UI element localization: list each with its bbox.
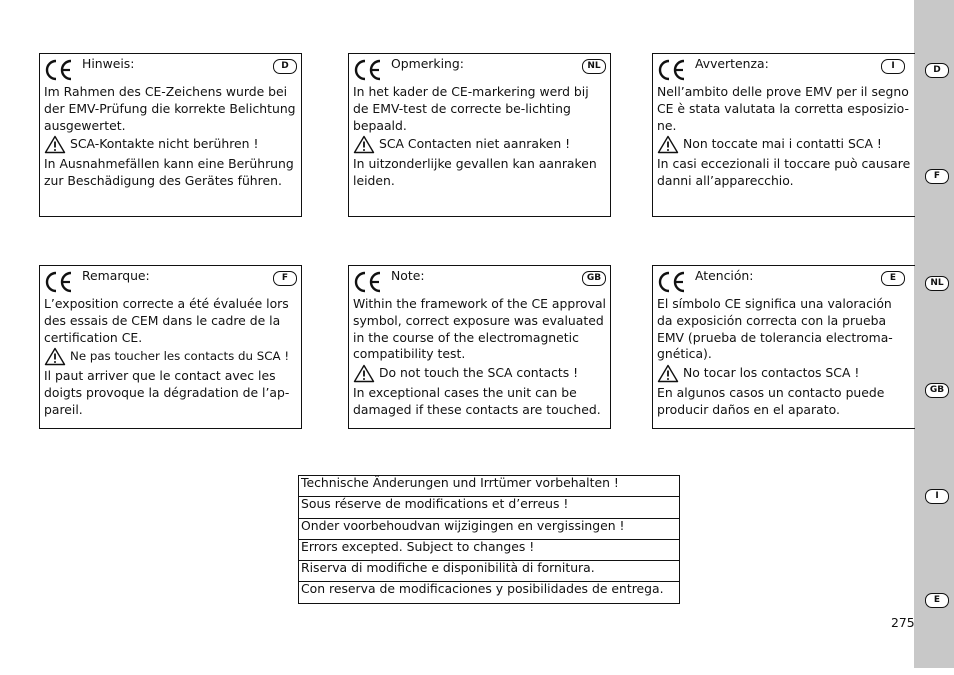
disclaimer-row-it: Riserva di modifiche e disponibilità di fornitura. <box>299 561 679 582</box>
warning-triangle-icon <box>353 364 375 383</box>
warning-text: Do not touch the SCA contacts ! <box>379 365 579 381</box>
warning-triangle-icon <box>44 135 66 154</box>
changes-disclaimer-table <box>298 475 680 604</box>
side-tab-nl[interactable]: NL <box>925 276 949 291</box>
notice-body: El símbolo CE significa una valoración da exposición correcta con la prueba EMV (prueba de tolerancia electroma-gnética). <box>657 296 893 362</box>
notice-body-continued: In Ausnahmefällen kann eine Berührung zur Beschädigung des Gerätes führen. <box>44 156 294 189</box>
warning-line <box>44 136 297 154</box>
disclaimer-row-fr: Sous réserve de modifications et d’erreus ! <box>299 497 679 518</box>
language-badge: NL <box>582 59 606 74</box>
warning-text: No tocar los contactos SCA ! <box>683 365 860 381</box>
ce-mark-icon <box>353 271 383 293</box>
notice-body-continued: Il paut arriver que le contact avec les doigts provoque la dégradation de l’ap-pareil. <box>44 368 290 417</box>
notice-title: Atención: <box>695 268 754 283</box>
notice-body: Im Rahmen des CE-Zeichens wurde bei der EMV-Prüfung die korrekte Belichtung ausgewertet. <box>44 84 296 133</box>
notice-body: Nell’ambito delle prove EMV per il segno CE è stata valutata la corretta esposizio-ne. <box>657 84 909 133</box>
notice-title: Note: <box>391 268 425 283</box>
side-tab-i[interactable]: I <box>925 489 949 504</box>
language-badge: I <box>881 59 905 74</box>
warning-line <box>657 365 911 383</box>
warning-line <box>353 365 606 383</box>
warning-triangle-icon <box>657 135 679 154</box>
side-tab-e[interactable]: E <box>925 593 949 608</box>
ce-mark-icon <box>44 59 74 81</box>
language-badge: E <box>881 271 905 286</box>
warning-line <box>353 136 606 154</box>
notice-body: L’exposition correcte a été évaluée lors des essais de CEM dans le cadre de la certification CE. <box>44 296 289 345</box>
notice-body: In het kader de CE-markering werd bij de EMV-test de correcte be-lichting bepaald. <box>353 84 589 133</box>
notice-title: Opmerking: <box>391 56 464 71</box>
page-number: 275 <box>891 615 915 630</box>
disclaimer-row-es: Con reserva de modificaciones y posibilidades de entrega. <box>301 581 664 597</box>
notice-box-f <box>39 265 302 429</box>
notice-body-continued: In uitzonderlijke gevallen kan aanraken leiden. <box>353 156 597 189</box>
warning-triangle-icon <box>353 135 375 154</box>
warning-triangle-icon <box>657 364 679 383</box>
ce-mark-icon <box>353 59 383 81</box>
ce-mark-icon <box>44 271 74 293</box>
disclaimer-row-en: Errors excepted. Subject to changes ! <box>299 540 679 561</box>
warning-text: SCA Contacten niet aanraken ! <box>379 136 571 152</box>
warning-line <box>657 136 911 154</box>
notice-body-continued: In casi eccezionali il toccare può causare danni all’apparecchio. <box>657 156 911 189</box>
notice-body-continued: En algunos casos un contacto puede producir daños en el aparato. <box>657 385 885 417</box>
notice-box-d <box>39 53 302 217</box>
notice-title: Hinweis: <box>82 56 135 71</box>
disclaimer-row-nl: Onder voorbehoudvan wijzigingen en vergissingen ! <box>299 519 679 540</box>
warning-text: Ne pas toucher les contacts du SCA ! <box>70 349 290 364</box>
side-tab-d[interactable]: D <box>925 63 949 78</box>
language-badge: F <box>273 271 297 286</box>
notice-body: Within the framework of the CE approval symbol, correct exposure was evaluated in the course of the electromagnetic compatibility test. <box>353 296 606 362</box>
notice-title: Avvertenza: <box>695 56 769 71</box>
warning-line <box>44 348 297 366</box>
notice-box-e <box>652 265 915 429</box>
side-tab-gb[interactable]: GB <box>925 383 949 398</box>
notice-box-gb <box>348 265 611 429</box>
ce-mark-icon <box>657 271 687 293</box>
ce-mark-icon <box>657 59 687 81</box>
notice-box-nl <box>348 53 611 217</box>
disclaimer-row-de: Technische Änderungen und Irrtümer vorbehalten ! <box>299 476 679 497</box>
language-side-tab <box>914 0 954 668</box>
language-badge: D <box>273 59 297 74</box>
warning-text: Non toccate mai i contatti SCA ! <box>683 136 882 152</box>
language-badge: GB <box>582 271 606 286</box>
warning-text: SCA-Kontakte nicht berühren ! <box>70 136 259 152</box>
warning-triangle-icon <box>44 347 66 366</box>
side-tab-f[interactable]: F <box>925 169 949 184</box>
notice-box-i <box>652 53 915 217</box>
notice-title: Remarque: <box>82 268 150 283</box>
notice-body-continued: In exceptional cases the unit can be damaged if these contacts are touched. <box>353 385 601 417</box>
